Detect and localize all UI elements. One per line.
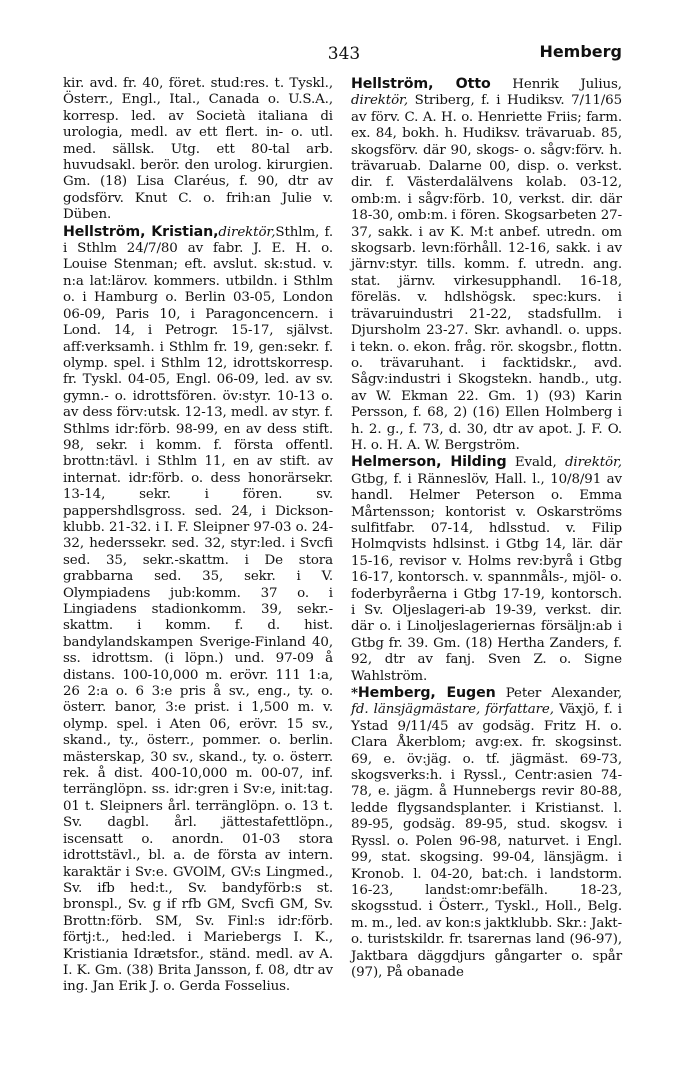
entry-helmerson-hilding	[351, 454, 622, 685]
star-marker: *	[351, 685, 358, 702]
entry-name: Hellström, Kristian,	[63, 223, 219, 240]
running-head: Hemberg	[539, 42, 622, 61]
entry-title: direktör,	[218, 224, 276, 240]
entry-intro: Henrik Julius,	[512, 77, 622, 92]
entry-text: Sthlm, f. i Sthlm 24/7/80 av fabr. J. E. H. o. Louise Stenman; eft. avslut. sk:stud. v. n:a lat:lärov. kommers. utbildn. i Sthlm o. i Hamburg o. Berlin 03-05, London 06-09, Paris 10, i Paragoncencern. i Lond. 14, i Petrogr. 15-17, självst. aff:verksamh. i Sthlm fr. 19, gen:sekr. f. olymp. spel. i Sthlm 12, idrottskorresp. fr. Tyskl. 04-05, Engl. 06-09, led. av sv. gymn.- o. idrottsfören. öv:styr. 10-13 o. av dess förv:utsk. 12-13, medl. av styr. f. Sthlms idr:förb. 98-99, en av dess stift. 98, sekr. i komm. f. första offentl. brottn:tävl. i Sthlm 11, en av stift. av internat. idr:förb. o. dess honorärsekr. 13-14, sekr. i fören. sv. pappershdlsgross. sed. 24, i Dickson-klubb. 21-32. i I. F. Sleipner 97-03 o. 24-32, hederssekr. sed. 32, styr:led. i Svcfi sed. 35, sekr.-skattm. i De stora grabbarna sed. 35, sekr. i V. Olympiadens jub:komm. 37 o. i Lingiadens stadionkomm. 39, sekr.-skattm. i komm. f. d. hist. bandylandskampen Sverige-Finland 40, ss. idrottsm. (i löpn.) und. 97-09 å distans. 100-10,000 m. erövr. 111 1:a, 26 2:a o. 6 3:e pris å sv., eng., ty. o. österr. banor, 3:e prist. i 1,500 m. v. olymp. spel. i Aten 06, erövr. 15 sv., skand., ty., österr., pommer. o. berlin. mästerskap, 30 sv., skand., ty. o. österr. rek. å dist. 400-10,000 m. 00-07, inf. terränglöpn. ss. idr:gren i Sv:e, init:tag. 01 t. Sleipners årl. terränglöpn. o. 13 t. Sv. dagbl. årl. jättestafettlöpn., iscensatt o. anordn. 01-03 stora idrottstävl., bl. a. de första av intern. karaktär i Sv:e. GVOlM, GV:s Lingmed., Sv. ifb hed:t., Sv. bandyförb:s st. bronspl., Sv. g if rfb GM, Svcfi GM, Sv. Brottn:förb. SM, Sv. Finl:s idr:förb. förtj:t., hed:led. i Mariebergs I. K., Kristiania Idrætsfor., ständ. medl. av A. I. K. Gm. (38) Brita Jansson, f. 08, dtr av ing. Jan Erik J. o. Gerda Fosselius.	[63, 224, 333, 995]
entry-hellstrom-otto	[351, 76, 622, 454]
entry-title: direktör,	[351, 93, 409, 109]
continuation-entry-text: kir. avd. fr. 40, föret. stud:res. t. Tyskl., Österr., Engl., Ital., Canada o. U.S.A., korresp. led. av Società italiana di urologia, medl. av ett flert. in- o. utl. med. sällsk. Utg. ett 80-tal arb. huvudsakl. berör. den urolog. kirurgien. Gm. (18) Lisa Claréus, f. 90, dtr av godsförv. Knut C. o. frih:an Julie v. Düben.	[63, 76, 333, 223]
left-column	[63, 76, 333, 996]
entry-name: Helmerson, Hilding	[351, 454, 507, 471]
right-column	[351, 76, 622, 981]
entry-name: Hellström, Otto	[351, 76, 491, 92]
entry-intro: Peter Alexander,	[505, 686, 622, 702]
entry-text: Växjö, f. i Ystad 9/11/45 av godsäg. Fritz H. o. Clara Åkerblom; avg:ex. fr. skogsinst. 69, e. öv:jäg. o. tf. jägmäst. 69-73, skogsverks:h. i Ryssl., Centr:asien 74-78, e. jägm. å Hunnebergs revir 80-88, ledde flygsandsplanter. i Kristianst. l. 89-95, godsäg. 89-95, stud. skogsv. i Ryssl. o. Polen 96-98, naturvet. i Engl. 99, stat. skogsing. 99-04, länsjägm. i Kronob. l. 04-20, bat:ch. i landstorm. 16-23, landst:omr:befälh. 18-23, skogsstud. i Österr., Tyskl., Holl., Belg. m. m., led. av kon:s jaktklubb. Skr.: Jakt- o. turistskildr. fr. tsarernas land (96-97), Jaktbara däggdjurs gångarter o. spår (97), På obanade	[351, 702, 622, 980]
entry-name: Hemberg, Eugen	[357, 685, 496, 702]
entry-text: Gtbg, f. i Ränneslöv, Hall. l., 10/8/91 av handl. Helmer Peterson o. Emma Mårtensson; kontorist v. Oskarströms sulfitfabr. 07-14, hdlsstud. v. Filip Holmqvists hdlsinst. i Gtbg 14, lär. där 15-16, revisor v. Holms rev:byrå i Gtbg 16-17, kontorsch. v. spannmåls-, mjöl- o. foderbyråerna i Gtbg 17-19, kontorsch. i Sv. Oljeslageri-ab 19-39, verkst. dir. där o. i Linoljeslageriernas försäljn:ab i Gtbg fr. 39. Gm. (18) Hertha Zanders, f. 92, dtr av fanj. Sven Z. o. Signe Wahlström.	[351, 471, 622, 684]
entry-text: Striberg, f. i Hudiksv. 7/11/65 av förv. C. A. H. o. Henriette Friis; farm. ex. 84, bokh. h. Hudiksv. trävaruab. 85, skogsförv. där 90, skogs- o. sågv:förv. h. trävaruab. Dalarne 00, disp. o. verkst. dir. f. Västerdalälvens kolab. 03-12, omb:m. i sågv:förb. 10, verkst. dir. där 18-30, omb:m. i fören. Skogsarbeten 27-37, sakk. i av K. M:t anbef. utredn. om skogsarb. levn:förhåll. 12-16, sakk. i av järnv:styr. tills. komm. f. utredn. ang. stat. järnv. virkesupphandl. 16-18, föreläs. v. hdlshögsk. spec:kurs. i trävaruindustri 21-22, stadsfullm. i Djursholm 23-27. Skr. avhandl. o. upps. i tekn. o. ekon. fråg. rör. skogsbr., flottn. o. trävaruhant. i facktidskr., avd. Sågv:industri i Skogstekn. handb., utg. av W. Ekman 22. Gm. 1) (93) Karin Persson, f. 68, 2) (16) Ellen Holmberg i h. 2. g., f. 73, d. 30, dtr av apot. J. F. O. H. o. H. A. W. Bergström.	[351, 93, 622, 453]
page-number: 343	[327, 44, 361, 64]
entry-intro: Evald,	[514, 455, 557, 471]
entry-title: direktör,	[564, 455, 622, 471]
entry-title: fd. länsjägmästare, författare,	[351, 702, 554, 718]
entry-hemberg-eugen	[351, 685, 622, 981]
entry-hellstrom-kristian	[63, 224, 333, 996]
